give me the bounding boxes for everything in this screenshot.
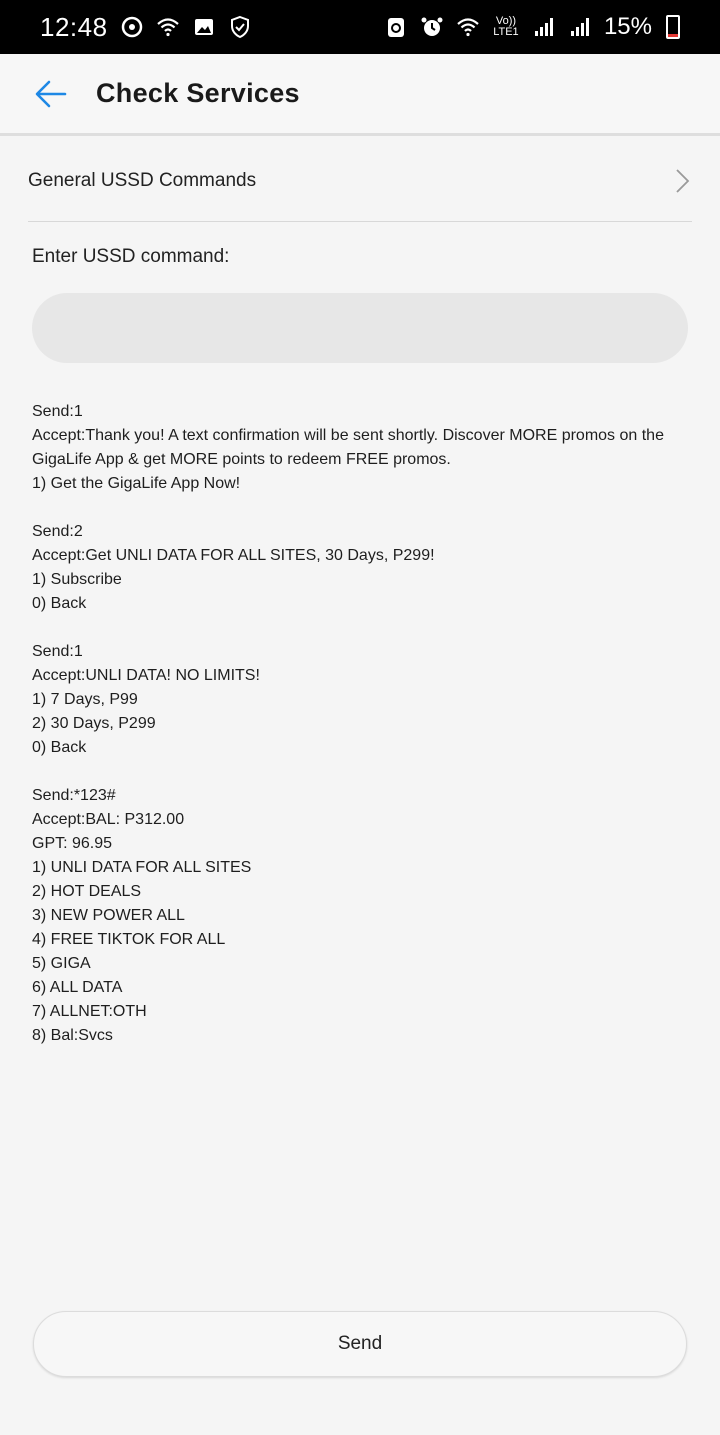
log-entry — [32, 640, 682, 760]
general-ussd-commands-item[interactable] — [28, 140, 692, 222]
signal-icon — [568, 15, 592, 39]
recycle-icon — [384, 15, 408, 39]
log-entry — [32, 400, 682, 496]
status-bar-right — [384, 13, 680, 41]
log-line: Send:1 — [32, 403, 83, 420]
log-line: 3) NEW POWER ALL — [32, 907, 185, 924]
ussd-command-input[interactable] — [32, 293, 688, 363]
send-button[interactable]: Send — [33, 1311, 687, 1377]
status-bar — [0, 0, 720, 54]
wifi-icon — [456, 15, 480, 39]
log-line: 8) Bal:Svcs — [32, 1027, 113, 1044]
log-line: 2) 30 Days, P299 — [32, 715, 156, 732]
log-line: 0) Back — [32, 739, 87, 756]
log-line: GPT: 96.95 — [32, 835, 113, 852]
chevron-right-icon — [672, 166, 692, 196]
arrow-left-icon — [33, 76, 69, 112]
page-title: Check Services — [96, 78, 300, 108]
log-line: Accept:Thank you! A text confirmation will be sent shortly. Discover MORE promos on the GigaLife App & get MORE points to redeem FREE promos. — [32, 427, 669, 468]
log-line: 0) Back — [32, 595, 87, 612]
ussd-command-label: Enter USSD command: — [32, 246, 230, 267]
app-bar — [0, 54, 720, 136]
log-line: Send:1 — [32, 643, 83, 660]
log-entry — [32, 520, 682, 616]
log-line: 1) Subscribe — [32, 571, 122, 588]
sync-icon — [120, 15, 144, 39]
battery-percent: 15% — [603, 13, 652, 40]
back-button[interactable] — [26, 69, 76, 119]
status-time: 12:48 — [40, 11, 108, 42]
log-line: Send:*123# — [32, 787, 116, 804]
log-line: 1) 7 Days, P99 — [32, 691, 138, 708]
log-line: Accept:UNLI DATA! NO LIMITS! — [32, 667, 260, 684]
log-line: 5) GIGA — [32, 955, 91, 972]
log-line: Accept:Get UNLI DATA FOR ALL SITES, 30 Days, P299! — [32, 547, 435, 564]
log-line: Send:2 — [32, 523, 83, 540]
signal-icon — [532, 15, 556, 39]
log-line: 1) Get the GigaLife App Now! — [32, 475, 241, 492]
log-line: Accept:BAL: P312.00 — [32, 811, 185, 828]
image-icon — [192, 15, 216, 39]
status-bar-left — [40, 12, 252, 43]
log-line: 4) FREE TIKTOK FOR ALL — [32, 931, 226, 948]
log-line: 6) ALL DATA — [32, 979, 123, 996]
shield-icon — [228, 15, 252, 39]
network-label: Vo)) LTE1 — [493, 15, 519, 38]
log-line: 2) HOT DEALS — [32, 883, 142, 900]
battery-icon — [666, 15, 680, 39]
wifi-icon — [156, 15, 180, 39]
log-entry — [32, 784, 682, 1048]
general-ussd-commands-label: General USSD Commands — [28, 169, 257, 191]
log-line: 7) ALLNET:OTH — [32, 1003, 147, 1020]
ussd-log — [32, 400, 682, 1072]
alarm-icon — [420, 15, 444, 39]
log-line: 1) UNLI DATA FOR ALL SITES — [32, 859, 252, 876]
